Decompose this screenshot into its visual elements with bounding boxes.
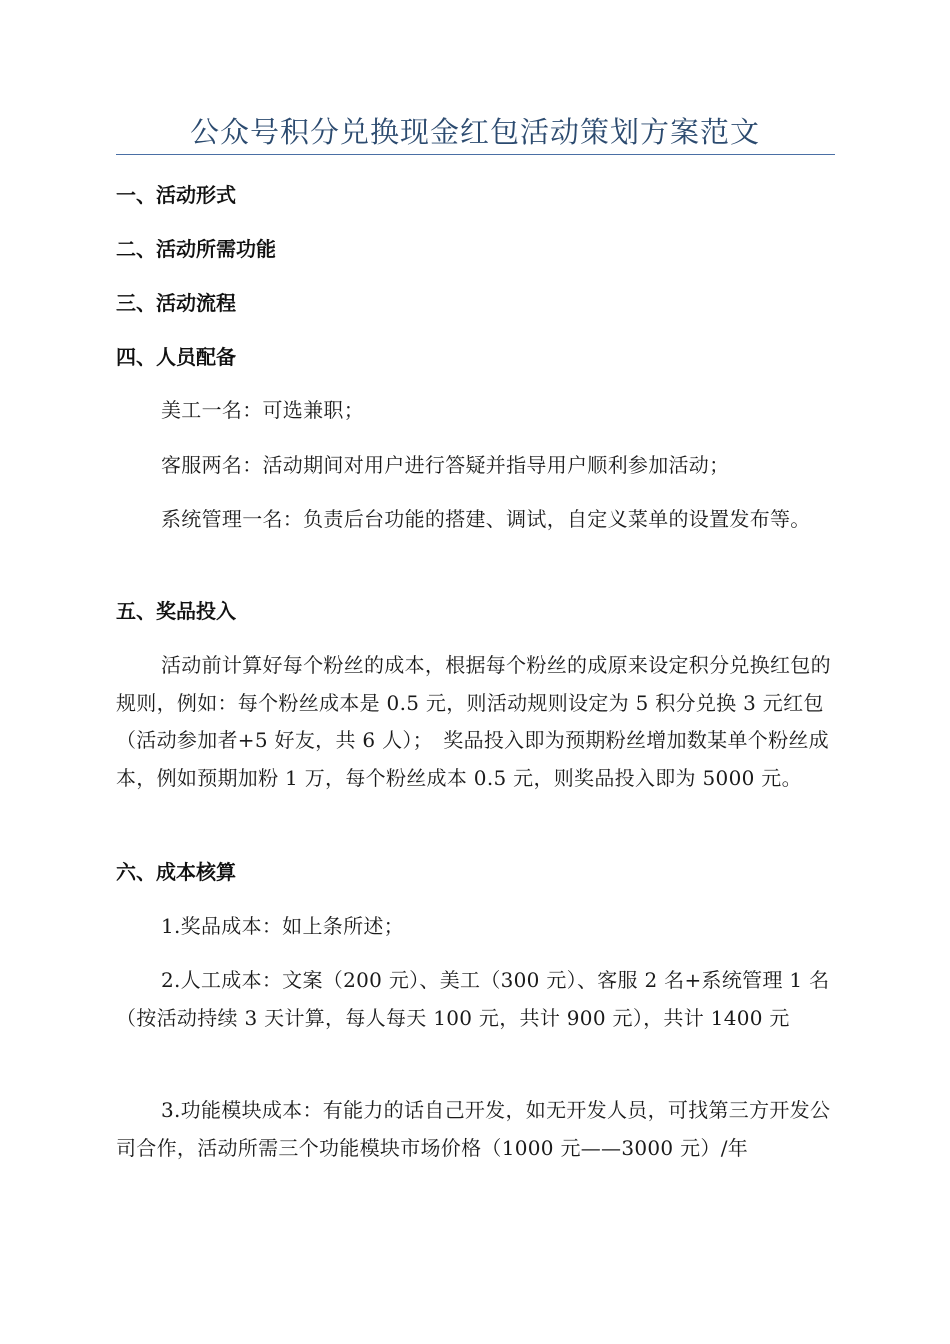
title-underline <box>116 154 835 155</box>
paragraph-prize-cost: 1.奖品成本：如上条所述； <box>161 914 404 938</box>
paragraph-module-cost: 3.功能模块成本：有能力的话自己开发，如无开发人员，可找第三方开发公司合作，活动所需三个功能模块市场价格（1000 元——3000 元）/年 <box>116 1098 831 1160</box>
section-heading-cost-accounting: 六、成本核算 <box>116 860 236 884</box>
paragraph-customer-service: 客服两名：活动期间对用户进行答疑并指导用户顺利参加活动； <box>161 453 730 477</box>
section-heading-staffing: 四、人员配备 <box>116 345 236 369</box>
paragraph-prize-investment: 活动前计算好每个粉丝的成本，根据每个粉丝的成原来设定积分兑换红包的规则，例如：每个粉丝成本是 0.5 元，则活动规则设定为 5 积分兑换 3 元红包（活动参加者+5 好友，共 6 人）； 奖品投入即为预期粉丝增加数某单个粉丝成本，例如预期加粉 1 万，每个粉丝成本 0.5 元，则奖品投入即为 5000 元。 <box>116 653 831 790</box>
section-heading-activity-flow: 三、活动流程 <box>116 291 236 315</box>
section-heading-activity-form: 一、活动形式 <box>116 183 236 207</box>
section-heading-required-features: 二、活动所需功能 <box>116 237 276 261</box>
paragraph-system-admin: 系统管理一名：负责后台功能的搭建、调试，自定义菜单的设置发布等。 <box>161 507 811 531</box>
paragraph-labor-cost: 2.人工成本：文案（200 元）、美工（300 元）、客服 2 名+系统管理 1 名（按活动持续 3 天计算，每人每天 100 元，共计 900 元），共计 1400 元 <box>116 968 830 1030</box>
paragraph-designer: 美工一名：可选兼职； <box>161 398 364 422</box>
section-heading-prize-investment: 五、奖品投入 <box>116 599 236 623</box>
document-title: 公众号积分兑换现金红包活动策划方案范文 <box>189 115 760 149</box>
